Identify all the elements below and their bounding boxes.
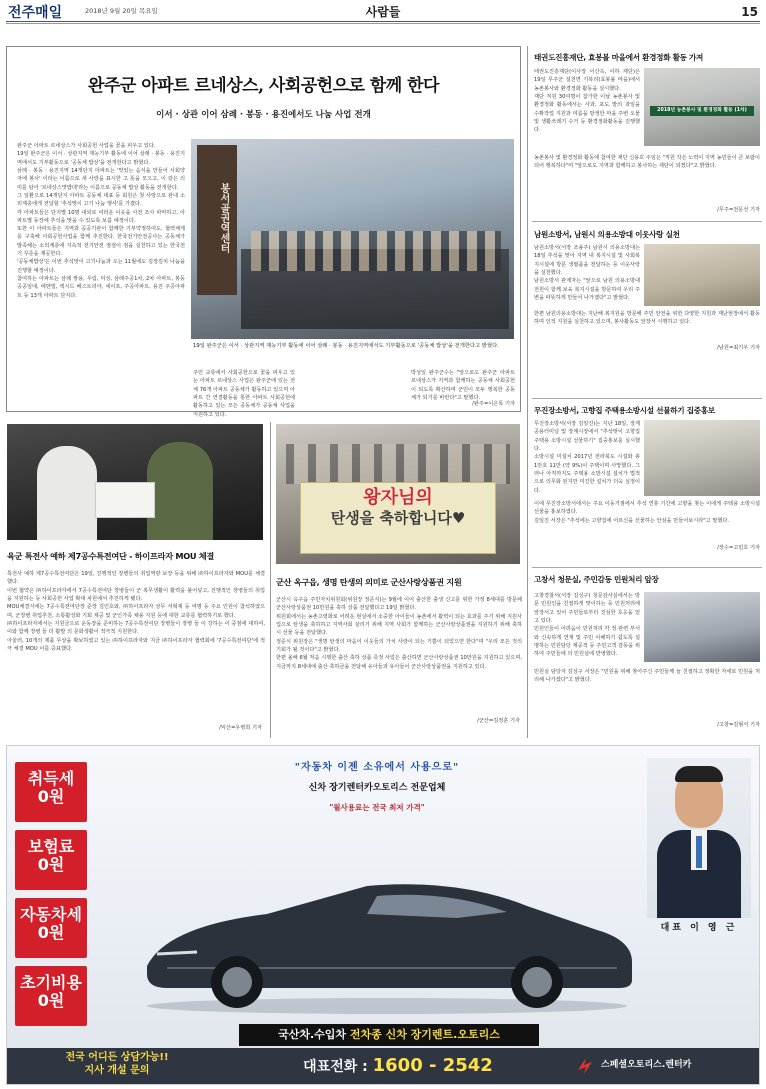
- lead-paragraph: 삼례 · 봉동 · 용진지역 14개단지 아파트는 '맛있는 음식을 만들어 사회약자에 봉사' 이라는 이름으로 새 사랑을 표시한 고 뜻을 모으고, 이 같은 의미를 담아 '르네상스맛밥데'라는 이름으로 공동체 밥상 활동을 전개한다.: [17, 167, 185, 191]
- side-article-title: 남원소방서, 남원시 의용소방대 이웃사랑 실천: [534, 230, 680, 239]
- lead-paragraph: '공동체밥상'은 이번 추석맞이 고기나눔과 오는 11월에도 김장김치 나눔을 진행할 예정이다.: [17, 259, 185, 274]
- side-paragraph: 민원인들이 어려움이 민원처리 각 정 관련 부서와 신속하게 연계 및 주민 이해하기 쉽도록 설명하는 민원담당 제공적 등 주민고객 감동을 위하여 주민들에 의 민원실에 반영했다.: [534, 626, 640, 658]
- ceo-caption: 대표 이 영 근: [660, 923, 738, 933]
- ad-subline: 신차 장기렌터카오토리스 전문업체: [308, 783, 446, 793]
- story-byline: /익산=우병희 기자: [219, 725, 262, 731]
- story-photo: [7, 424, 263, 540]
- side-article-body: [534, 310, 760, 340]
- brand-logo-icon: [575, 1056, 595, 1076]
- banner-line2: 탄생을 축하합니다♥: [330, 508, 466, 527]
- side-paragraph: 민원실 담당자 김성구 서장은 "민원을 위해 찾아주신 주민들께 늘 친절하고 정확한 자세로 민원을 처리해 나가겠다"고 밝혔다.: [534, 669, 760, 684]
- side-photo: [644, 68, 760, 146]
- story-body: [276, 596, 522, 718]
- car-lease-ad[interactable]: [6, 745, 760, 1085]
- lead-body-col3: [303, 369, 403, 409]
- story-title: 육군 특전사 예하 제7공수특전여단 - 하이프라자 MOU 체결: [7, 551, 214, 561]
- side-article-title: 고창서 청문실, 주민감동 민원처리 앞장: [534, 575, 659, 584]
- side-article-body: [534, 244, 640, 310]
- side-article-body: [534, 668, 760, 716]
- side-paragraph: 김일진 서장은 "추석에는 고향집에 어르신을 선물하는 안심을 만들어보시라"고 말했다.: [534, 517, 730, 524]
- side-paragraph: 고창경찰서(서장 김성구) 청문감사실에서는 방문 민원인을 친절하게 맞이하는 등 민원처리에 앞장서고 있어 주민들로부터 진심한 호응을 얻고 있다.: [534, 593, 640, 624]
- story-paragraph: 한편 올해 6월 처음 시행한 출산 축하 상품 증정 사업은 출산하면 군산사랑상품권 10만원을 지원하고 있으며, 지금까지 8세대에 출산 축하금을 전달해 유아들과 유아들이 군산사랑상품권을 지원하고 있다.: [276, 655, 522, 670]
- story-title: 군산 옥구읍, 생명 탄생의 의미로 군산사랑상품권 지원: [276, 577, 462, 587]
- banner-line1: 왕자님의: [363, 487, 433, 508]
- lead-photo: [191, 139, 514, 339]
- newspaper-logo: 전주매일: [8, 5, 63, 21]
- story-byline: /군산=김정훈 기자: [477, 718, 520, 724]
- lead-photo-caption: 19일 완주군은 이서 · 상관지역 재능기부 활동에 이어 삼례 · 봉동 · 용진지역에서도 기부활동으로 '공동체 밥상'을 전개한다고 밝혔다.: [193, 343, 499, 349]
- ad-branch-line2: 지사 개설 문의: [84, 1064, 150, 1076]
- lead-body-col2: [193, 369, 295, 418]
- story-paragraph: MOU체결식에는 7공수특전여단장 준장 김인호와, ㈜하이프라자 상무 서혁재 등 여명 등 주요 인원이 참석하였으며, 군장병 취업추천, 소통활성화 기회 제공 및 군인가족 채용 지원 등에 대한 교류를 협력하기로 했다.: [7, 604, 265, 619]
- ad-branch-line1: 전국 어디든 상담가능!!: [65, 1052, 169, 1063]
- ad-subline-price: "월사용료는 전국 최저 가격": [329, 803, 425, 812]
- side-paragraph: 남원소방서 관계자는 "앞으로 남원 의용소방대 전원이 함께 보육 복지시설을 방문하여 우리 주변을 따뜻하게 만들어 나가겠다"고 밝혔다.: [534, 278, 640, 301]
- story-paragraph: 정준식 위원장은 "생명 탄생의 마음이 이웃들의 가치 사랑이 되는 기쁨이 되었으면 한다"며 "우리 모든 것의 기회가 될 것이다"고 밝혔다.: [276, 638, 522, 653]
- ad-badge: 자동차세 0원: [15, 898, 87, 958]
- side-article-body: [534, 592, 640, 668]
- side-paragraph: 이에 무진장소방서에서는 주요 이동거점에서 추석 연휴 기간에 고향을 찾는 이에게 주택용 소방시설 선물을 홍보하였다.: [534, 501, 760, 516]
- side-article-body: [534, 68, 640, 154]
- ad-tagline: "자동차 이젠 소유에서 사용으로": [294, 762, 460, 773]
- building-sign: 봉서골권역센터: [218, 183, 229, 253]
- story-body: [7, 570, 265, 722]
- lead-body-col4: [411, 369, 515, 403]
- side-article-body: [534, 500, 760, 540]
- side-byline: /무주=전문선 기자: [717, 207, 760, 213]
- side-photo: [644, 244, 760, 306]
- ad-badge: 취득세 0원: [15, 762, 87, 822]
- lead-paragraph: 그 일환으로 14개단지 아파트 공동체 대표 등 회원은 첫 사랑으로 관내 소외계층에게 전달할 '추석맞이 고기 나눔 행사'를 가졌다.: [17, 192, 185, 208]
- story-paragraph: 아울러, 10개의 제품 무상을 확보하였고 있는 ㈜하이프라자와 지금 ㈜하이프라자 협력회에 '7공수특전여단'에 적극 체결 MOU 이를 증표했다.: [7, 637, 265, 652]
- lead-paragraph: 또한 이 아파트들은 지역과 공공기관이 함께한 기부약정하여도, 협력체계를 구축해 사회공헌사업을 함께 추진한다. 한국전기안전공사는 공동체가 발족해는 소외계층에 지속적 전기안전 점검이 점을 실천하고 있는 한국전기 꾸준을 제공한다.: [17, 226, 185, 258]
- lead-paragraph: 각 아파트들은 단지별 10명 내외로 여러운 이웃을 사전 조사 파악하고, 아파트별 동장에 추석을 맞을 수 있도록 보름 예정이다.: [17, 209, 185, 224]
- sports-car-image: [127, 856, 647, 1016]
- side-article-title: 태권도진흥재단, 효봉볼 마을에서 환경정화 활동 가져: [534, 53, 704, 62]
- ceo-portrait: [647, 758, 751, 918]
- ad-band-highlight: 전차종 신차 장기렌트.오토리스: [349, 1028, 500, 1041]
- side-article-body: [534, 420, 640, 498]
- story-paragraph: 위원회에서는 농촌고령화로 어려운 현실에서 소중한 아이들이 농촌에서 활력이 되는 효과를 주기 위해 지원사업으로 탄생을 축하하고 지역사회 살리기 위해 지역 사회가 함께하는 군산사랑상품권을 지원하기 위해 축하 시 선물 등을 전달했다.: [276, 613, 522, 637]
- section-title: 사람들: [365, 5, 401, 19]
- event-banner: 2018년 농촌봉사 및 환경정화 활동 (1차): [650, 106, 754, 116]
- lead-paragraph: 19일 완주군은 이서 · 상관지역 재능기부 활동에 이어 삼례 · 봉동 · 용진지역에서도 기부활동으로 '공동체 밥상'을 전개한다고 밝혔다.: [17, 151, 185, 166]
- ad-brand-name: 스페셜오토리스.렌터카: [601, 1060, 692, 1070]
- side-article-title: 무진장소방서, 고향집 주택용소방시설 선물하기 집중홍보: [534, 406, 715, 415]
- side-article-body: [534, 154, 760, 198]
- ad-badge: 초기비용 0원: [15, 966, 87, 1026]
- lead-paragraph: 박성일 완주군수는 "앞으로도 완주군 아파트 르네상스가 지역과 함께하는 공동체 사회공헌이 되도록 확산하며 군민이 모두 행복한 공동체가 되기를 바란다"고 말했다.: [411, 370, 515, 401]
- issue-date: 2018년 9월 20일 목요일: [85, 7, 158, 15]
- story-paragraph: 군산시 옥구읍 주민자치위원회(위원장 정준식)는 9월에 이어 출산한 출생 신고를 위한 가정 8세대를 방문해 군산사랑상품권 10만원을 축하 상품 전달했다고 19일 밝혔다.: [276, 597, 522, 612]
- page-number: 15: [741, 5, 758, 19]
- story-paragraph: ㈜하이프라자에서는 지원금으로 운동장을 준비하는 7공수특전여단 장병들이 장병 들 이 강하는 이 중점에 대하여, 이와 함께 장병 들 더 활발 의 문화생활이 적극적 지원한다.: [7, 620, 265, 636]
- ad-phone-number[interactable]: 1600 - 2542: [372, 1055, 493, 1076]
- masthead-rule: [6, 21, 760, 22]
- story-photo: [276, 424, 520, 564]
- ad-phone-label: 대표전화 :: [303, 1059, 373, 1075]
- side-byline: /장수=고민호 기자: [717, 545, 760, 551]
- lead-article: [6, 46, 521, 418]
- side-paragraph: 한편 남원의용소방대는 지난해 복지원을 방문해 주민 안전을 위한 다양한 지원과 재난현장에서 활동하며 인적 지원을 실천하고 있으며, 봉사활동도 앞장서 시행하고 있다.: [534, 311, 760, 326]
- celebration-banner: [300, 482, 496, 554]
- side-photo: [644, 420, 760, 496]
- lead-paragraph: 참여하는 아파트는 삼례 쌍용, 우림, 미성, 삼례주공1차, 2차 아파트, 봉동 공공임대, 에덴빌, 엑시드 베스트리아, 세이프, 주공아파트, 용진 주공아파트 등 13개 아파트 단지다.: [17, 276, 185, 299]
- lead-headline: 완주군 아파트 르네상스, 사회공헌으로 함께 한다: [88, 76, 439, 96]
- story-paragraph: 이번 협약은 ㈜하이프라자에서 7공수특전여단 장병들이 군 복무생활이 활력을 불어넣고, 진행적인 장병들의 취업을 지원하는 등 사회공헌 사업 확대 차원에서 추진하게 됐다.: [7, 587, 265, 602]
- ad-badge: 보험료 0원: [15, 830, 87, 890]
- side-photo: [644, 592, 760, 662]
- ad-branch-inquiry: [17, 1052, 217, 1080]
- ad-phone[interactable]: [243, 1054, 553, 1080]
- ad-footer: [7, 1048, 759, 1084]
- side-paragraph: 소방시설 미설치 2017년 전라북도 시설화 총 1만호 11만 (약 9%)이 주택이며 사망했다. 그러나 아직까지도 주택용 소방시설 설치가 법적으로 의무화 된지만 미진한 설치가 더욱 실정이다.: [534, 454, 640, 494]
- lead-paragraph: 주민 교류에서 사회공헌으로 꽃을 피우고 있는 아파트 르네상스 사업은 완주군에 있는 전체 76개 아파트 공동체가 활동하고 있으며 아파트 간 연결활동을 통한 아파트 사회공헌에 활동하고 있는 모든 공동체가 공동체 사업을 지원하고 있다.: [193, 370, 295, 418]
- side-paragraph: 농촌봉사 및 환경정화 활동에 참여한 재단 신용호 주임은 "직원 작은 노력이 지역 농민들이 큰 보람이 되어 행복하다"며 "앞으로도 지역과 함께하고 봉사하는 재단이 되겠다"고 밝혔다.: [534, 155, 760, 170]
- lead-paragraph: 완주군 아파트 르네상스가 사회공헌 사업을 꽃을 피우고 있다.: [17, 143, 156, 149]
- side-paragraph: 태권도진흥재단(이사장 이산옥, 이하 재단)은 19일 무주군 설천면 기북리(효봉볼 마을)에서 농촌봉사와 환경정화 활동을 실시했다.: [534, 69, 640, 92]
- lead-subhead: 이서 · 상관 이어 삼례 · 봉동 · 용진에서도 나눔 사업 전개: [156, 110, 371, 120]
- side-byline: /고창=김형식 기자: [717, 722, 760, 728]
- side-byline: /남원=최기우 기자: [717, 345, 760, 351]
- lead-byline: /완주=이은목 기자: [472, 401, 515, 407]
- side-paragraph: 남원소방서(서장 조용주) 남원시 의용소방대는 18일 추석을 맞아 지역 내 복지시설 및 사회복지시설에 방문 생필품을 전달하는 등 이웃사랑을 실천했다.: [534, 245, 640, 276]
- side-paragraph: 무진장소방서(서장 김일진)는 지난 18일, 장계공용터미널 및 장계시장에서 "추석맞이 고향집 주택용 소방시설 선물하기" 집중홍보를 실시했다.: [534, 421, 640, 452]
- ad-band-plain: 국산차.수입차: [278, 1028, 350, 1041]
- ad-service-band: [239, 1024, 539, 1046]
- story-paragraph: 특전사 예하 제7공수특전여단은 19일, 진행적인 장병들의 취업역량 보장 등을 위해 ㈜하이프라자와 MOU를 체결했다.: [7, 571, 265, 586]
- side-paragraph: 재단 직원 30여명이 참가한 이날 농촌봉사 및 환경정화 활동에서는 사과, 포도 밭의 과일을 수확작업 지원과 여름을 방생한 마을 주변 오물 및 생활쓰레기 수거 등 환경정화활동을 진행했다.: [534, 93, 640, 134]
- lead-body-col1: [17, 142, 185, 407]
